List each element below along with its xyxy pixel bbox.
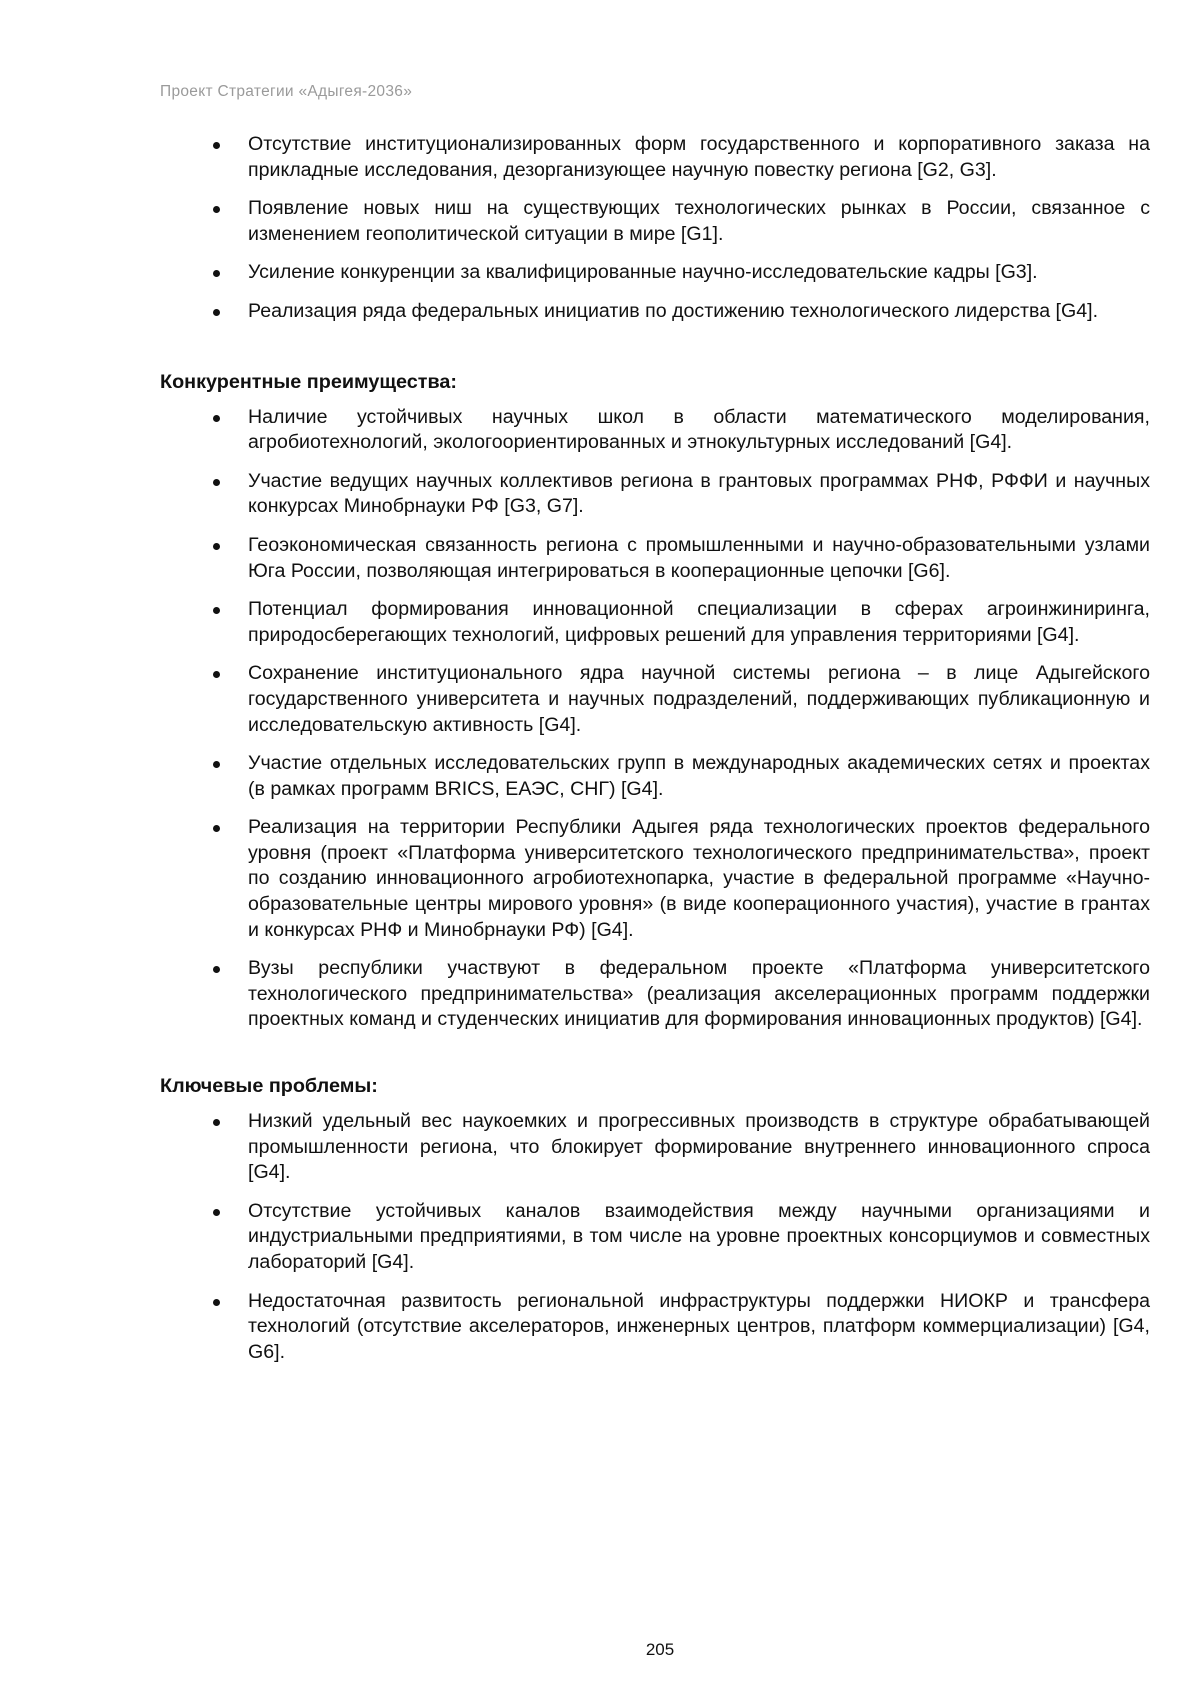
- list-item: [160, 751, 1150, 802]
- intro-list: [160, 132, 1150, 325]
- list-item: [160, 1109, 1150, 1186]
- bullet-icon: [213, 415, 220, 422]
- list-item-text: Участие ведущих научных коллективов региона в грантовых программах РНФ, РФФИ и научных конкурсах Минобрнауки РФ [G3, G7].: [248, 469, 1150, 518]
- list-item-text: Реализация ряда федеральных инициатив по достижению технологического лидерства [G4].: [248, 299, 1099, 322]
- bullet-icon: [213, 543, 220, 550]
- list-item-text: Геоэкономическая связанность региона с промышленными и научно-образовательными узлами Юга России, позволяющая интегрироваться в кооперационные цепочки [G6].: [248, 533, 1150, 582]
- bullet-icon: [213, 761, 220, 768]
- list-item-text: Низкий удельный вес наукоемких и прогрессивных производств в структуре обрабатывающей промышленности региона, что блокирует формирование внутреннего инновационного спроса [G4].: [248, 1110, 1150, 1184]
- list-item-text: Отсутствие институционализированных форм государственного и корпоративного заказа на прикладные исследования, дезорганизующее научную повестку региона [G2, G3].: [248, 133, 1150, 181]
- list-item-text: Появление новых ниш на существующих технологических рынках в России, связанное с изменением геополитической ситуации в мире [G1].: [248, 197, 1150, 245]
- bullet-icon: [213, 607, 220, 614]
- running-header: Проект Стратегии «Адыгея-2036»: [160, 83, 413, 100]
- list-item: [160, 1199, 1150, 1276]
- problems-list: [160, 1109, 1150, 1365]
- list-item-text: Наличие устойчивых научных школ в области математического моделирования, агробиотехнологий, экологоориентированных и этнокультурных исследований [G4].: [248, 405, 1150, 454]
- problems-heading: Ключевые проблемы:: [160, 1075, 378, 1098]
- bullet-icon: [213, 270, 220, 277]
- bullet-icon: [213, 479, 220, 486]
- bullet-icon: [213, 1209, 220, 1216]
- list-item: [160, 597, 1150, 648]
- advantages-list: [160, 405, 1150, 1033]
- list-item: [160, 132, 1150, 183]
- document-body: [160, 132, 1150, 1378]
- bullet-icon: [213, 671, 220, 678]
- bullet-icon: [213, 142, 220, 149]
- list-item: [160, 260, 1150, 286]
- list-item: [160, 956, 1150, 1033]
- bullet-icon: [213, 206, 220, 213]
- bullet-icon: [213, 1119, 220, 1126]
- page-number: 205: [645, 1640, 675, 1659]
- list-item: [160, 815, 1150, 943]
- list-item: [160, 533, 1150, 584]
- list-item: [160, 469, 1150, 520]
- list-item: [160, 196, 1150, 247]
- list-item-text: Реализация на территории Республики Адыгея ряда технологических проектов федерального уровня (проект «Платформа университетского технологического предпринимательства», проект по созданию инновационного агробиотехнопарка, участие в федеральной программе «Научно-образовательные центры мирового уровня» (в виде кооперационного участия), участие в грантах и конкурсах РНФ и Минобрнауки РФ) [G4].: [248, 816, 1150, 941]
- bullet-icon: [213, 966, 220, 973]
- bullet-icon: [213, 825, 220, 832]
- bullet-icon: [213, 1299, 220, 1306]
- list-item-text: Вузы республики участвуют в федеральном проекте «Платформа университетского технологического предпринимательства» (реализация акселерационных программ поддержки проектных команд и студенческих инициатив для формирования инновационных продуктов) [G4].: [248, 957, 1150, 1031]
- list-item: [160, 405, 1150, 456]
- list-item-text: Потенциал формирования инновационной специализации в сферах агроинжиниринга, природосберегающих технологий, цифровых решений для управления территориями [G4].: [248, 598, 1150, 646]
- list-item-text: Участие отдельных исследовательских групп в международных академических сетях и проектах (в рамках программ BRICS, ЕАЭС, СНГ) [G4].: [248, 752, 1150, 800]
- list-item: [160, 299, 1150, 325]
- bullet-icon: [213, 309, 220, 316]
- list-item: [160, 1289, 1150, 1366]
- list-item-text: Сохранение институционального ядра научной системы региона – в лице Адыгейского государственного университета и научных подразделений, поддерживающих публикационную и исследовательскую активность [G4].: [248, 662, 1150, 736]
- list-item-text: Недостаточная развитость региональной инфраструктуры поддержки НИОКР и трансфера технологий (отсутствие акселераторов, инженерных центров, платформ коммерциализации) [G4, G6].: [248, 1289, 1150, 1363]
- advantages-heading: Конкурентные преимущества:: [160, 370, 457, 393]
- list-item: [160, 661, 1150, 738]
- list-item-text: Отсутствие устойчивых каналов взаимодействия между научными организациями и индустриальными предприятиями, в том числе на уровне проектных консорциумов и совместных лабораторий [G4].: [248, 1199, 1150, 1273]
- list-item-text: Усиление конкуренции за квалифицированные научно-исследовательские кадры [G3].: [248, 261, 1038, 284]
